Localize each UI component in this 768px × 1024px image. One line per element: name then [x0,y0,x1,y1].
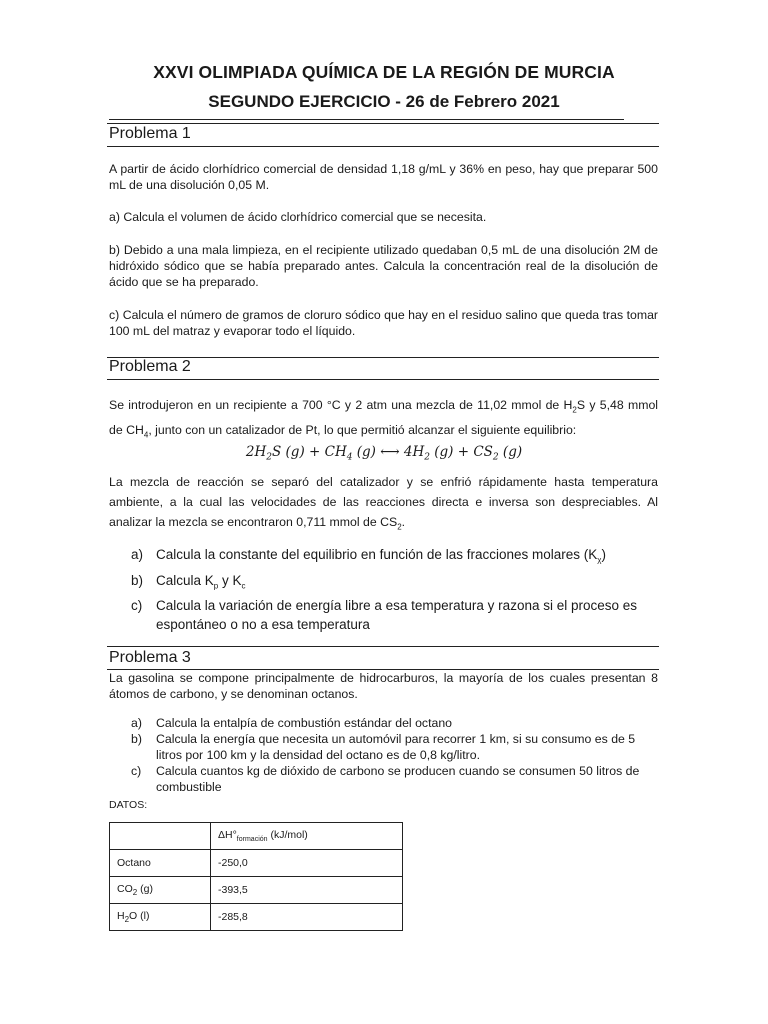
p3-rule-top [107,646,659,647]
p3-question-list [109,715,658,795]
p2-rule-bottom [107,379,659,380]
p1-intro: A partir de ácido clorhídrico comercial de densidad 1,18 g/mL y 36% en peso, hay que preparar 500 mL de una disolución 0,05 M. [109,162,658,192]
table-cell: -285,8 [211,904,403,931]
table-cell [110,823,211,850]
table-cell: $CO_2$ (g) [110,877,211,904]
p1-rule-bottom [107,146,659,147]
problem-1-heading: Problema 1 [109,125,191,142]
title-underline [109,119,624,120]
document-title: XXVI OLIMPIADA QUÍMICA DE LA REGIÓN DE MURCIA [153,62,615,82]
document-subtitle: SEGUNDO EJERCICIO - 26 de Febrero 2021 [208,92,560,111]
p1-question-b: b) Debido a una mala limpieza, en el recipiente utilizado quedaban 0,5 mL de una disolución 2M de hidróxido sódico que se había preparado antes. Calcula la concentración real de la disolución de ácido que se ha preparado. [109,243,658,289]
table-header-row [110,823,403,850]
table-row [110,877,403,904]
table-row [110,904,403,931]
p1-question-a: a) Calcula el volumen de ácido clorhídrico comercial que se necesita. [109,210,487,224]
enthalpy-data-table [109,822,403,931]
table-cell: -250,0 [211,850,403,877]
p3-item-b: b) Calcula la energía que necesita un automóvil para recorrer 1 km, si su consumo es de 5 litros por 100 km y la densidad del octano es de 0,8 kg/litro. [131,732,636,762]
table-row [110,850,403,877]
table-header-cell: $\Delta H^\circ_{formación}$ (kJ/mol) [211,823,403,850]
p3-item-c: c) Calcula cuantos kg de dióxido de carbono se producen cuando se consumen 50 litros de combustible [131,764,640,794]
p1-question-c: c) Calcula el número de gramos de cloruro sódico que hay en el residuo salino que queda tras tomar 100 mL del matraz y evaporar todo el líquido. [109,308,658,338]
p3-item-a: a) Calcula la entalpía de combustión estándar del octano [131,716,453,730]
equilibrium-equation: $2H_2S$ $(g) + CH_4$ (g) ⟷ $4H_2$ $(g) + CS_2$ (g) [245,444,523,463]
p2-question-list [109,545,658,635]
p2-item-c: c) Calcula la variación de energía libre a esa temperatura y razona si el proceso es espontáneo o no a esa temperatura [131,598,638,633]
table-cell: $H_2O$ (l) [110,904,211,931]
p3-intro: La gasolina se compone principalmente de hidrocarburos, la mayoría de los cuales presentan 8 átomos de carbono, y se denominan octanos. [109,671,658,701]
problem-3-heading: Problema 3 [109,649,191,666]
p2-text: La mezcla de reacción se separó del catalizador y se enfrió rápidamente hasta temperatura ambiente, a la cual las velocidades de las reacciones directa e inversa son despreciables. Al analizar la mezcla se encontraron 0,711 mmol de $CS_2$. [109,475,658,532]
table-cell: Octano [110,850,211,877]
p1-rule-top [107,123,659,124]
problem-2-heading: Problema 2 [109,358,191,375]
p2-item-b: b) Calcula $K_p$ y $K_c$ [131,572,246,591]
p2-item-a: a) Calcula la constante del equilibrio en función de las fracciones molares $(K_\chi)$ [131,547,606,565]
table-cell: -393,5 [211,877,403,904]
p2-intro: Se introdujeron en un recipiente a 700 °C y 2 atm una mezcla de 11,02 mmol de $H_2S$ y 5,48 mmol de $CH_4$, junto con un catalizador de Pt, lo que permitió alcanzar el siguiente equilibrio: [109,398,659,440]
datos-label: DATOS: [109,799,148,811]
